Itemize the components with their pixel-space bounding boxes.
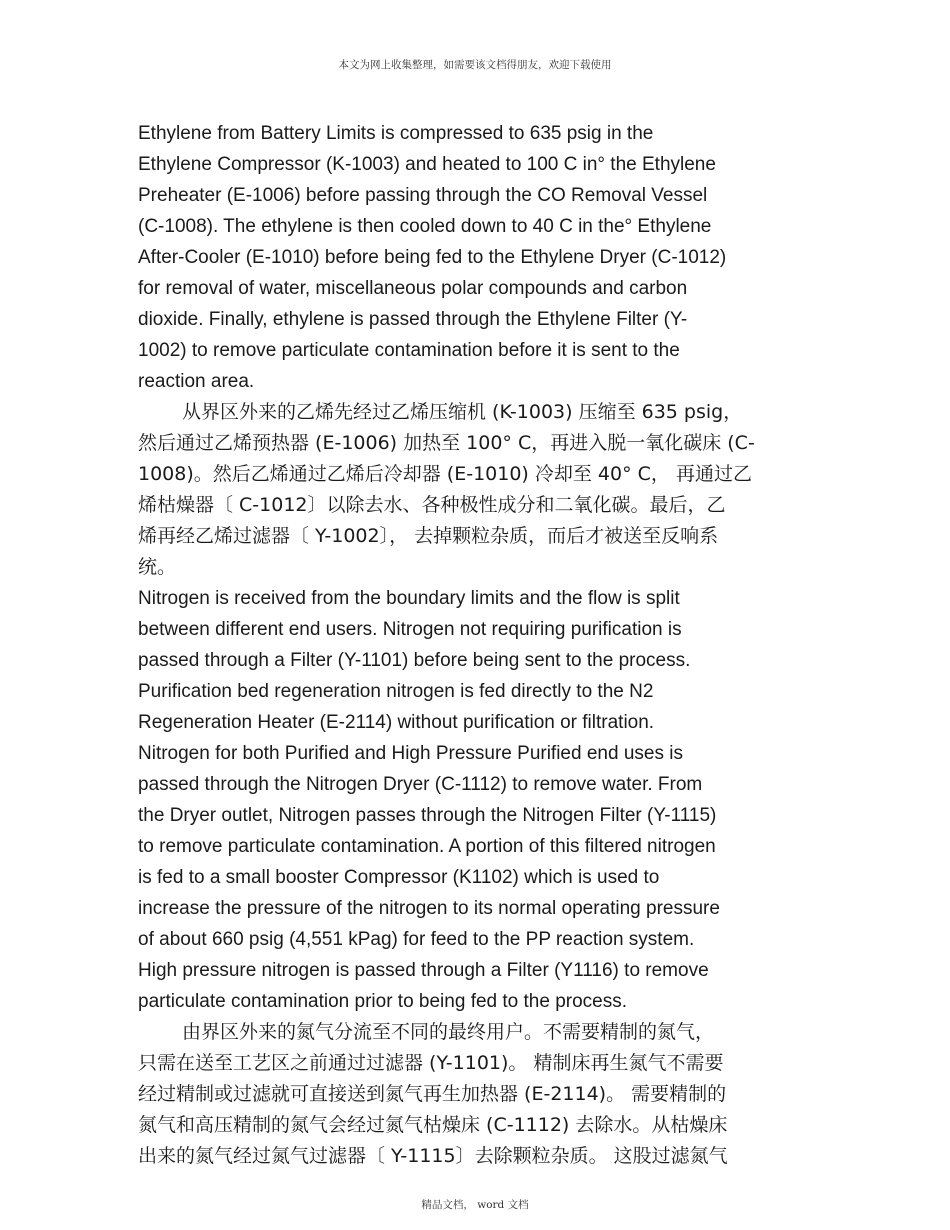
text-line: 烯枯燥器〔 C-1012〕以除去水、各种极性成分和二氧化碳。最后，乙 bbox=[138, 494, 726, 516]
text-line: passed through the Nitrogen Dryer (C-1112) to remove water. From bbox=[138, 774, 703, 795]
text-line: dioxide. Finally, ethylene is passed through the Ethylene Filter (Y- bbox=[138, 309, 688, 330]
text-line: Nitrogen is received from the boundary limits and the flow is split bbox=[138, 588, 680, 609]
paragraph-nitrogen-en bbox=[138, 583, 818, 1017]
text-line: Regeneration Heater (E-2114) without purification or filtration. bbox=[138, 712, 655, 733]
text-line: 氮气和高压精制的氮气会经过氮气枯燥床 (C-1112) 去除水。从枯燥床 bbox=[138, 1114, 728, 1136]
text-line: Ethylene from Battery Limits is compressed to 635 psig in the bbox=[138, 123, 654, 144]
text-line: 1002) to remove particulate contamination before it is sent to the bbox=[138, 340, 680, 361]
text-line: Nitrogen for both Purified and High Pressure Purified end uses is bbox=[138, 743, 683, 764]
text-line: (C-1008). The ethylene is then cooled down to 40 C in the° Ethylene bbox=[138, 216, 712, 237]
text-line: for removal of water, miscellaneous polar compounds and carbon bbox=[138, 278, 688, 299]
text-line: 1008)。然后乙烯通过乙烯后冷却器 (E-1010) 冷却至 40° C， 再通过乙 bbox=[138, 463, 752, 485]
text-line: 出来的氮气经过氮气过滤器〔 Y-1115〕去除颗粒杂质。 这股过滤氮气 bbox=[138, 1145, 728, 1167]
paragraph-ethylene-en bbox=[138, 118, 818, 397]
page-header: 本文为网上收集整理，如需要该文档得朋友，欢迎下载使用 bbox=[338, 59, 612, 71]
text-line: 然后通过乙烯预热器 (E-1006) 加热至 100° C，再进入脱一氧化碳床 (C- bbox=[138, 432, 755, 454]
text-line: 从界区外来的乙烯先经过乙烯压缩机 (K-1003) 压缩至 635 psig， bbox=[182, 401, 743, 423]
paragraph-ethylene-cn bbox=[138, 397, 818, 583]
text-line: of about 660 psig (4,551 kPag) for feed to the PP reaction system. bbox=[138, 929, 695, 950]
paragraph-nitrogen-cn bbox=[138, 1017, 818, 1172]
text-line: Ethylene Compressor (K-1003) and heated to 100 C in° the Ethylene bbox=[138, 154, 716, 175]
text-line: Preheater (E-1006) before passing through the CO Removal Vessel bbox=[138, 185, 708, 206]
text-line: 统。 bbox=[138, 556, 177, 578]
text-line: 烯再经乙烯过滤器〔 Y-1002〕， 去掉颗粒杂质，而后才被送至反响系 bbox=[138, 525, 719, 547]
text-line: 由界区外来的氮气分流至不同的最终用户。不需要精制的氮气， bbox=[182, 1021, 715, 1043]
text-line: 经过精制或过滤就可直接送到氮气再生加热器 (E-2114)。 需要精制的 bbox=[138, 1083, 727, 1105]
text-line: reaction area. bbox=[138, 371, 255, 392]
text-line: particulate contamination prior to being fed to the process. bbox=[138, 991, 628, 1012]
text-line: to remove particulate contamination. A portion of this filtered nitrogen bbox=[138, 836, 716, 857]
text-line: passed through a Filter (Y-1101) before being sent to the process. bbox=[138, 650, 691, 671]
text-line: 只需在送至工艺区之前通过过滤器 (Y-1101)。 精制床再生氮气不需要 bbox=[138, 1052, 724, 1074]
text-line: increase the pressure of the nitrogen to its normal operating pressure bbox=[138, 898, 720, 919]
text-line: High pressure nitrogen is passed through a Filter (Y1116) to remove bbox=[138, 960, 709, 981]
text-line: is fed to a small booster Compressor (K1102) which is used to bbox=[138, 867, 660, 888]
text-line: between different end users. Nitrogen not requiring purification is bbox=[138, 619, 682, 640]
text-line: After-Cooler (E-1010) before being fed to the Ethylene Dryer (C-1012) bbox=[138, 247, 727, 268]
text-line: the Dryer outlet, Nitrogen passes through the Nitrogen Filter (Y-1115) bbox=[138, 805, 717, 826]
document-body bbox=[138, 118, 818, 1172]
page-footer: 精品文档， word 文档 bbox=[421, 1199, 529, 1211]
text-line: Purification bed regeneration nitrogen is fed directly to the N2 bbox=[138, 681, 654, 702]
